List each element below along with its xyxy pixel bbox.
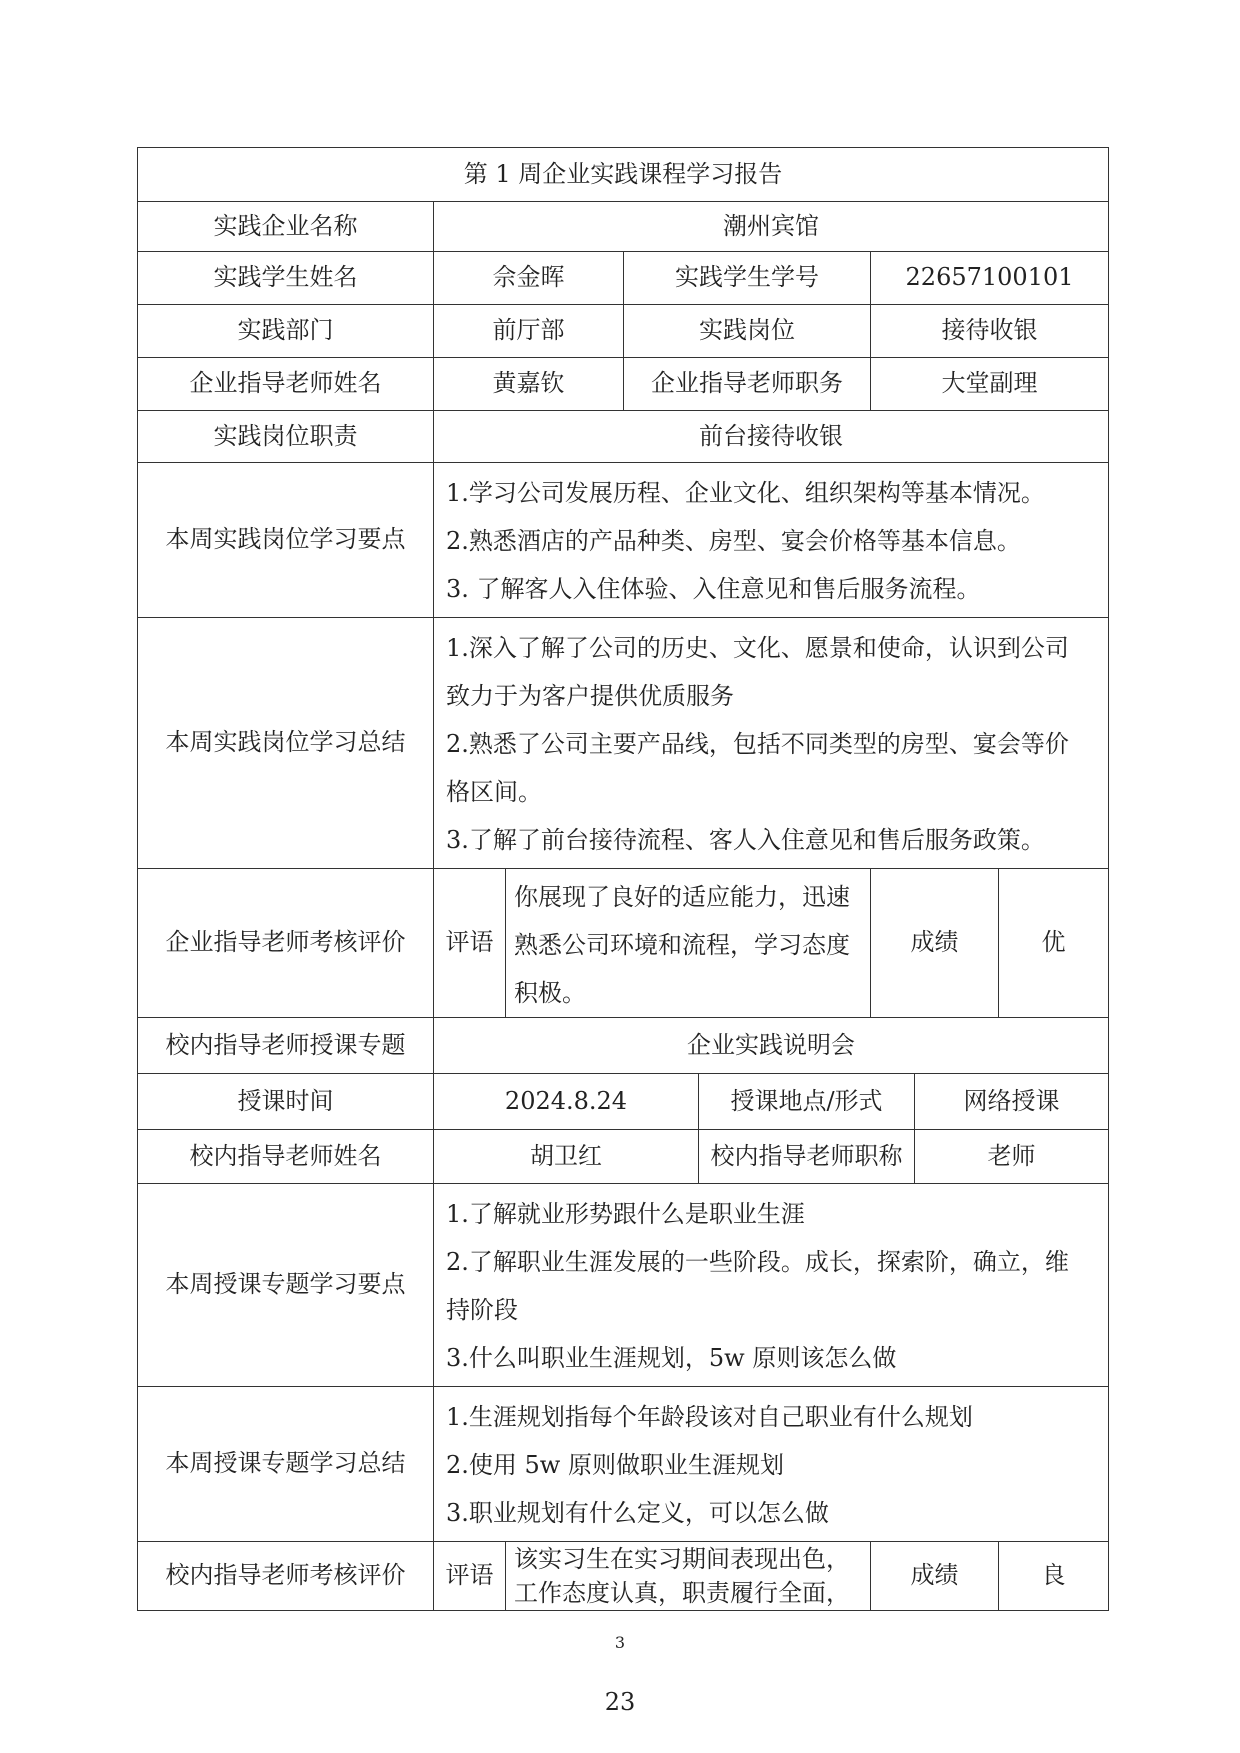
school-mentor-title-label: 校内指导老师职称 — [699, 1130, 915, 1184]
key-points-label: 本周实践岗位学习要点 — [138, 463, 434, 618]
lecture-value: 企业实践说明会 — [434, 1018, 1109, 1074]
post-value: 接待收银 — [871, 305, 1109, 358]
lecture-time: 2024.8.24 — [434, 1074, 699, 1130]
student-id: 22657100101 — [871, 252, 1109, 305]
company-comment — [506, 869, 871, 1018]
company-comment-line: 积极。 — [514, 979, 586, 1007]
lecture-point-line: 持阶段 — [446, 1296, 518, 1324]
school-comment — [506, 1542, 871, 1611]
school-grade-label: 成绩 — [871, 1542, 999, 1611]
lecture-summary-line: 2.使用 5w 原则做职业生涯规划 — [446, 1451, 784, 1479]
lecture-points-list — [434, 1184, 1109, 1387]
post-label: 实践岗位 — [624, 305, 871, 358]
summary-line: 3.了解了前台接待流程、客人入住意见和售后服务政策。 — [446, 826, 1045, 854]
mentor-name-label: 企业指导老师姓名 — [138, 358, 434, 411]
school-comment-line: 工作态度认真，职责履行全面， — [514, 1579, 850, 1607]
company-comment-line: 你展现了良好的适应能力，迅速 — [514, 883, 850, 911]
school-eval-label: 校内指导老师考核评价 — [138, 1542, 434, 1611]
key-points-list — [434, 463, 1109, 618]
summary-line: 致力于为客户提供优质服务 — [446, 682, 734, 710]
summary-list — [434, 618, 1109, 869]
mentor-title-label: 企业指导老师职务 — [624, 358, 871, 411]
lecture-point-line: 3.什么叫职业生涯规划，5w 原则该怎么做 — [446, 1344, 897, 1372]
lecture-summary-list — [434, 1387, 1109, 1542]
summary-line: 1.深入了解了公司的历史、文化、愿景和使命，认识到公司 — [446, 634, 1069, 662]
summary-line: 2.熟悉了公司主要产品线，包括不同类型的房型、宴会等价 — [446, 730, 1069, 758]
school-comment-label: 评语 — [434, 1542, 506, 1611]
school-grade: 良 — [999, 1542, 1109, 1611]
lecture-summary-line: 1.生涯规划指每个年龄段该对自己职业有什么规划 — [446, 1403, 973, 1431]
lecture-time-label: 授课时间 — [138, 1074, 434, 1130]
lecture-place: 网络授课 — [915, 1074, 1109, 1130]
key-point-line: 3. 了解客人入住体验、入住意见和售后服务流程。 — [446, 575, 981, 603]
lecture-point-line: 1.了解就业形势跟什么是职业生涯 — [446, 1200, 805, 1228]
duty-label: 实践岗位职责 — [138, 411, 434, 463]
page-number-large: 23 — [604, 1688, 636, 1716]
company-label: 实践企业名称 — [138, 202, 434, 252]
lecture-point-line: 2.了解职业生涯发展的一些阶段。成长，探索阶，确立，维 — [446, 1248, 1069, 1276]
student-name-label: 实践学生姓名 — [138, 252, 434, 305]
key-point-line: 2.熟悉酒店的产品种类、房型、宴会价格等基本信息。 — [446, 527, 1021, 555]
company-eval-label: 企业指导老师考核评价 — [138, 869, 434, 1018]
company-grade-label: 成绩 — [871, 869, 999, 1018]
school-mentor-name: 胡卫红 — [434, 1130, 699, 1184]
company-comment-line: 熟悉公司环境和流程，学习态度 — [514, 931, 850, 959]
lecture-summary-label: 本周授课专题学习总结 — [138, 1387, 434, 1542]
company-grade: 优 — [999, 869, 1109, 1018]
summary-label: 本周实践岗位学习总结 — [138, 618, 434, 869]
student-name: 佘金晖 — [434, 252, 624, 305]
mentor-title: 大堂副理 — [871, 358, 1109, 411]
dept-label: 实践部门 — [138, 305, 434, 358]
report-table — [137, 147, 1109, 1611]
summary-line: 格区间。 — [446, 778, 542, 806]
lecture-summary-line: 3.职业规划有什么定义，可以怎么做 — [446, 1499, 829, 1527]
lecture-label: 校内指导老师授课专题 — [138, 1018, 434, 1074]
school-mentor-name-label: 校内指导老师姓名 — [138, 1130, 434, 1184]
report-title: 第 1 周企业实践课程学习报告 — [138, 148, 1109, 202]
page-number-small: 3 — [614, 1633, 626, 1652]
duty-value: 前台接待收银 — [434, 411, 1109, 463]
company-comment-label: 评语 — [434, 869, 506, 1018]
mentor-name: 黄嘉钦 — [434, 358, 624, 411]
school-mentor-title: 老师 — [915, 1130, 1109, 1184]
school-comment-line: 该实习生在实习期间表现出色， — [514, 1545, 850, 1573]
lecture-place-label: 授课地点/形式 — [699, 1074, 915, 1130]
dept-value: 前厅部 — [434, 305, 624, 358]
company-value: 潮州宾馆 — [434, 202, 1109, 252]
lecture-points-label: 本周授课专题学习要点 — [138, 1184, 434, 1387]
student-id-label: 实践学生学号 — [624, 252, 871, 305]
key-point-line: 1.学习公司发展历程、企业文化、组织架构等基本情况。 — [446, 479, 1045, 507]
